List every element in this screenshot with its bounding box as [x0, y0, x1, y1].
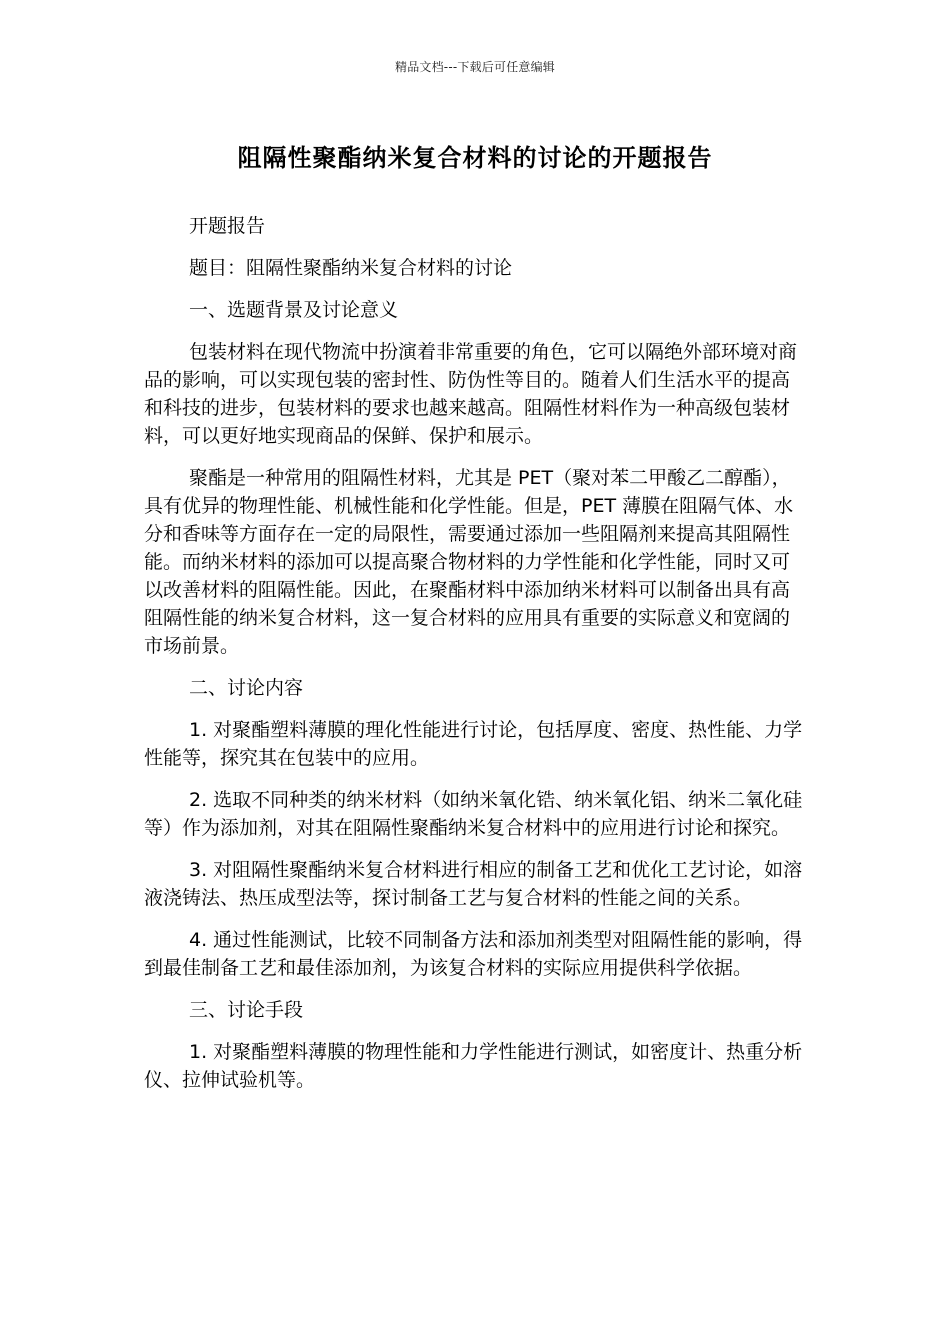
section-heading-content: 二、讨论内容 — [189, 677, 304, 699]
document-body — [144, 212, 808, 1108]
section-heading-background: 一、选题背景及讨论意义 — [189, 299, 399, 321]
label-report: 开题报告 — [189, 215, 266, 237]
methods-item-1: 1. 对聚酯塑料薄膜的物理性能和力学性能进行测试，如密度计、热重分析仪、拉伸试验机等。 — [144, 1041, 803, 1091]
header-note: 精品文档---下载后可任意编辑 — [395, 60, 555, 74]
topic-line: 题目：阻隔性聚酯纳米复合材料的讨论 — [189, 257, 513, 279]
section-heading-methods: 三、讨论手段 — [189, 999, 304, 1021]
content-item-2: 2. 选取不同种类的纳米材料（如纳米氧化锆、纳米氧化铝、纳米二氧化硅等）作为添加剂，对其在阻隔性聚酯纳米复合材料中的应用进行讨论和探究。 — [144, 789, 803, 839]
content-item-4: 4. 通过性能测试，比较不同制备方法和添加剂类型对阻隔性能的影响，得到最佳制备工艺和最佳添加剂，为该复合材料的实际应用提供科学依据。 — [144, 929, 803, 979]
content-item-3: 3. 对阻隔性聚酯纳米复合材料进行相应的制备工艺和优化工艺讨论，如溶液浇铸法、热压成型法等，探讨制备工艺与复合材料的性能之间的关系。 — [144, 859, 803, 909]
paragraph-background-1: 包装材料在现代物流中扮演着非常重要的角色，它可以隔绝外部环境对商品的影响，可以实现包装的密封性、防伪性等目的。随着人们生活水平的提高和科技的进步，包装材料的要求也越来越高。阻隔性材料作为一种高级包装材料，可以更好地实现商品的保鲜、保护和展示。 — [144, 341, 798, 447]
content-item-1: 1. 对聚酯塑料薄膜的理化性能进行讨论，包括厚度、密度、热性能、力学性能等，探究其在包装中的应用。 — [144, 719, 803, 769]
document-title: 阻隔性聚酯纳米复合材料的讨论的开题报告 — [237, 144, 713, 172]
paragraph-background-2: 聚酯是一种常用的阻隔性材料，尤其是 PET（聚对苯二甲酸乙二醇酯），具有优异的物理性能、机械性能和化学性能。但是，PET 薄膜在阻隔气体、水分和香味等方面存在一定的局限性，需要通过添加一些阻隔剂来提高其阻隔性能。而纳米材料的添加可以提高聚合物材料的力学性能和化学性能，同时又可以改善材料的阻隔性能。因此，在聚酯材料中添加纳米材料可以制备出具有高阻隔性能的纳米复合材料，这一复合材料的应用具有重要的实际意义和宽阔的市场前景。 — [144, 467, 794, 657]
